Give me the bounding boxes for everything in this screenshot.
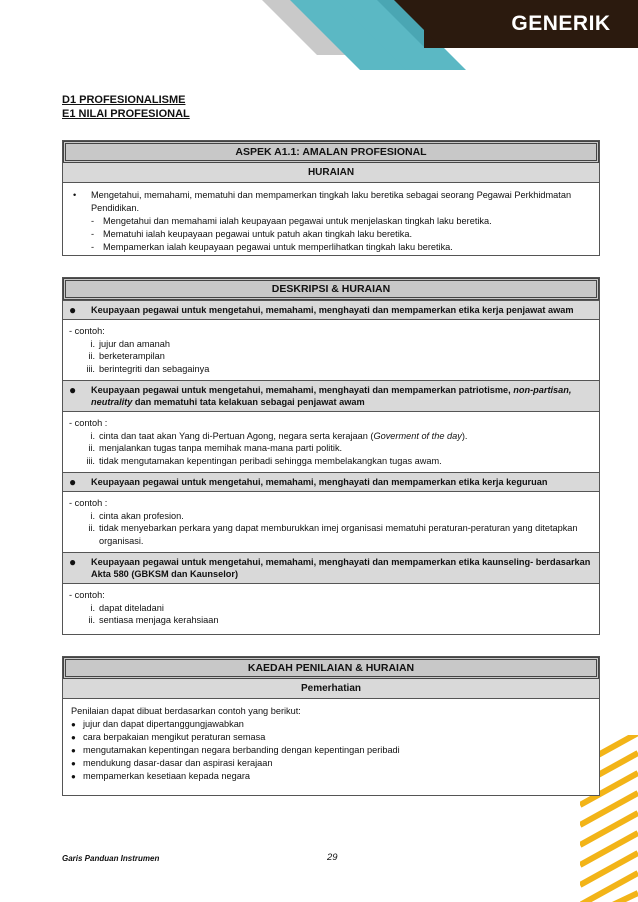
example-text: sentiasa menjaga kerahsiaan [99, 615, 219, 625]
assessment-item-text: mempamerkan kesetiaan kepada negara [83, 771, 251, 781]
example-number: ii. [88, 351, 95, 361]
example-number: i. [90, 510, 95, 521]
criterion-italic-text: non-partisan, neutrality [91, 385, 572, 407]
example-text: menjalankan tugas tanpa memihak mana-mana parti politik. [99, 443, 343, 453]
bullet-marker: ● [71, 733, 76, 742]
assessment-item-text: mengutamakan kepentingan negara berbanding dengan kepentingan peribadi [83, 745, 400, 755]
huraian-dash-text: Mempamerkan ialah keupayaan pegawai untuk memperlihatkan tingkah laku beretika. [103, 242, 453, 252]
example-number: i. [90, 602, 95, 613]
example-number: ii. [88, 523, 95, 533]
example-text [99, 430, 591, 443]
assessment-item-text: jujur dan dapat dipertanggungjawabkan [83, 719, 244, 729]
criterion-text: Keupayaan pegawai untuk mengetahui, memahami, menghayati dan mempamerkan etika kaunseling- berdasarkan Akta 580 (GBKSM dan Kaunselor) [91, 557, 591, 579]
assessment-item [71, 770, 591, 783]
page-number: 29 [327, 852, 338, 863]
bullet-marker: • [73, 190, 77, 200]
huraian-subtitle: HURAIAN [63, 163, 599, 183]
huraian-bullet [71, 189, 591, 215]
heading-element: E1 NILAI PROFESIONAL [62, 108, 190, 120]
example-block [63, 412, 599, 472]
example-item [69, 455, 591, 468]
assessment-intro: Penilaian dapat dibuat berdasarkan contoh yang berikut: [71, 706, 301, 716]
criterion-row [63, 300, 599, 320]
criterion-row [63, 380, 599, 412]
category-label: GENERIK [511, 12, 611, 35]
huraian-bullet-text: Mengetahui, memahami, mematuhi dan mempamerkan tingkah laku beretika sebagai seorang Pegawai Perkhidmatan Pendidikan. [91, 190, 572, 213]
example-text-part: ). [461, 430, 468, 441]
criterion-text: Keupayaan pegawai untuk mengetahui, memahami, menghayati dan mempamerkan etika kerja keguruan [91, 477, 548, 487]
example-text: cinta akan profesion. [99, 510, 184, 521]
example-item [69, 338, 591, 351]
example-number: ii. [88, 443, 95, 453]
assessment-item-text: mendukung dasar-dasar dan aspirasi kerajaan [83, 758, 273, 768]
huraian-dash-item [71, 215, 591, 228]
aspect-section [62, 140, 600, 256]
dash-marker: - [91, 242, 95, 252]
example-item [69, 363, 591, 376]
example-number: i. [90, 338, 95, 349]
criterion-row [63, 552, 599, 584]
dash-marker: - [91, 229, 95, 239]
example-item [69, 350, 591, 363]
bullet-marker: ● [71, 720, 76, 729]
example-lead: - contoh: [69, 326, 105, 336]
criterion-text: Keupayaan pegawai untuk mengetahui, memahami, menghayati dan mempamerkan etika kerja penjawat awam [91, 305, 574, 315]
huraian-dash-text: Mematuhi ialah keupayaan pegawai untuk patuh akan tingkah laku beretika. [103, 229, 413, 239]
example-number: ii. [88, 615, 95, 625]
bullet-marker: ● [71, 759, 76, 768]
assessment-item [71, 757, 591, 770]
example-text: berintegriti dan sebagainya [99, 363, 210, 374]
bullet-marker: ● [71, 772, 76, 781]
description-section [62, 277, 600, 635]
example-item [69, 430, 591, 443]
aspect-title: ASPEK A1.1: AMALAN PROFESIONAL [63, 141, 599, 163]
heading-domain: D1 PROFESIONALISME [62, 94, 186, 106]
example-italic-text: Goverment of the day [373, 430, 462, 441]
example-text: jujur dan amanah [99, 338, 170, 349]
footer-document-title: Garis Panduan Instrumen [62, 854, 160, 863]
example-number: iii. [86, 455, 95, 466]
example-item [69, 510, 591, 523]
assessment-item-text: cara berpakaian mengikut peraturan semasa [83, 732, 266, 742]
assessment-item [71, 718, 591, 731]
huraian-dash-item [71, 241, 591, 254]
example-lead: - contoh: [69, 590, 105, 600]
bullet-marker: ● [69, 555, 77, 569]
example-lead: - contoh : [69, 418, 108, 428]
example-text: tidak menyebarkan perkara yang dapat memburukkan imej organisasi mematuhi peraturan-peraturan yang ditetapkan organisasi. [99, 523, 578, 546]
bullet-marker: ● [71, 746, 76, 755]
example-item [69, 522, 591, 547]
assessment-section [62, 656, 600, 796]
huraian-dash-text: Mengetahui dan memahami ialah keupayaan pegawai untuk menjelaskan tingkah laku beretika. [103, 216, 492, 226]
dash-marker: - [91, 216, 95, 226]
example-number: iii. [86, 363, 95, 374]
example-number: i. [90, 430, 95, 441]
criterion-text-part: Keupayaan pegawai untuk mengetahui, memahami, menghayati dan mempamerkan patriotisme, [91, 385, 514, 395]
bullet-marker: ● [69, 383, 77, 397]
example-item [69, 602, 591, 615]
huraian-dash-item [71, 228, 591, 241]
criterion-text-part: dan mematuhi tata kelakuan sebagai penjawat awam [132, 397, 365, 407]
criterion-row [63, 472, 599, 492]
assessment-content [63, 699, 599, 789]
example-item [69, 442, 591, 455]
example-text-part: cinta dan taat akan Yang di-Pertuan Agong, negara serta kerajaan ( [99, 430, 374, 441]
example-block [63, 320, 599, 380]
example-block [63, 492, 599, 552]
example-text: berketerampilan [99, 351, 165, 361]
example-text: tidak mengutamakan kepentingan peribadi sehingga membelakangkan tugas awam. [99, 455, 442, 466]
bullet-marker: ● [69, 475, 77, 489]
assessment-item [71, 744, 591, 757]
description-title: DESKRIPSI & HURAIAN [63, 278, 599, 300]
assessment-item [71, 731, 591, 744]
assessment-title: KAEDAH PENILAIAN & HURAIAN [63, 657, 599, 679]
bullet-marker: ● [69, 303, 77, 317]
example-block [63, 584, 599, 632]
example-text: dapat diteladani [99, 602, 164, 613]
example-item [69, 614, 591, 627]
example-lead: - contoh : [69, 498, 108, 508]
criterion-text [91, 384, 593, 408]
huraian-content [63, 183, 599, 260]
assessment-subtitle: Pemerhatian [63, 679, 599, 699]
